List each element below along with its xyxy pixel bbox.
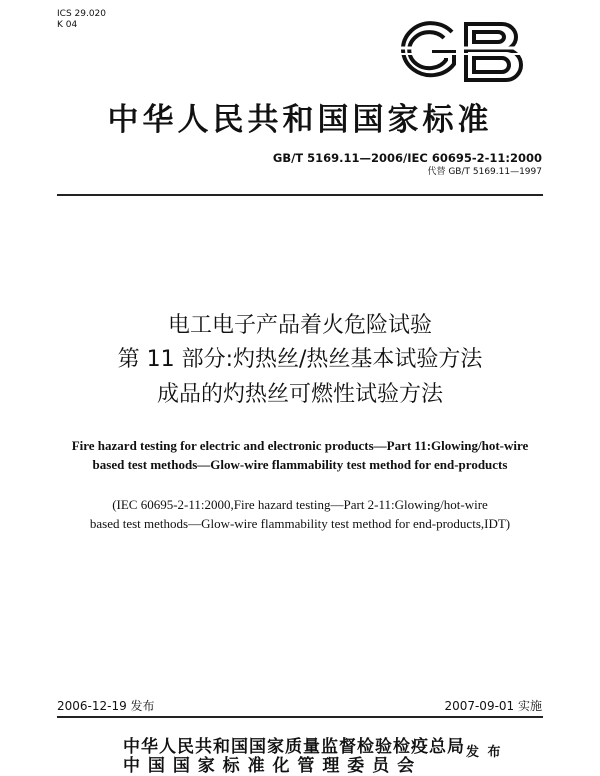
national-standard-title: 中华人民共和国国家标准 <box>107 102 493 138</box>
english-title-line-1: Fire hazard testing for electric and electronic products—Part 11:Glowing/hot-wire <box>71 438 529 453</box>
issued-label: 发 布 <box>466 745 503 760</box>
english-source-line-1: (IEC 60695-2-11:2000,Fire hazard testing—Part 2-11:Glowing/hot-wire <box>112 497 488 512</box>
bottom-divider <box>57 716 543 718</box>
effective-date: 2007-09-01 实施 <box>444 699 542 713</box>
title-line-2: 第 11 部分:灼热丝/热丝基本试验方法 <box>117 347 483 372</box>
classification-code: K 04 <box>57 20 78 30</box>
english-title-line-2: based test methods—Glow-wire flammability test method for end-products <box>92 457 508 472</box>
standard-number: GB/T 5169.11—2006/IEC 60695-2-11:2000 <box>272 151 542 165</box>
issuer-line-2: 中 国 国 家 标 准 化 管 理 委 员 会 <box>123 756 416 776</box>
title-line-1: 电工电子产品着火危险试验 <box>167 313 432 338</box>
title-line-3: 成品的灼热丝可燃性试验方法 <box>156 382 443 407</box>
english-source-line-2: based test methods—Glow-wire flammability test method for end-products,IDT) <box>89 516 511 531</box>
replaces-standard: 代替 GB/T 5169.11—1997 <box>427 167 542 177</box>
issuer-line-1: 中华人民共和国国家质量监督检验检疫总局 <box>123 737 465 757</box>
top-divider <box>57 194 543 196</box>
ics-code: ICS 29.020 <box>57 9 107 19</box>
publish-date: 2006-12-19 发布 <box>57 699 155 713</box>
gb-logo <box>392 18 532 84</box>
